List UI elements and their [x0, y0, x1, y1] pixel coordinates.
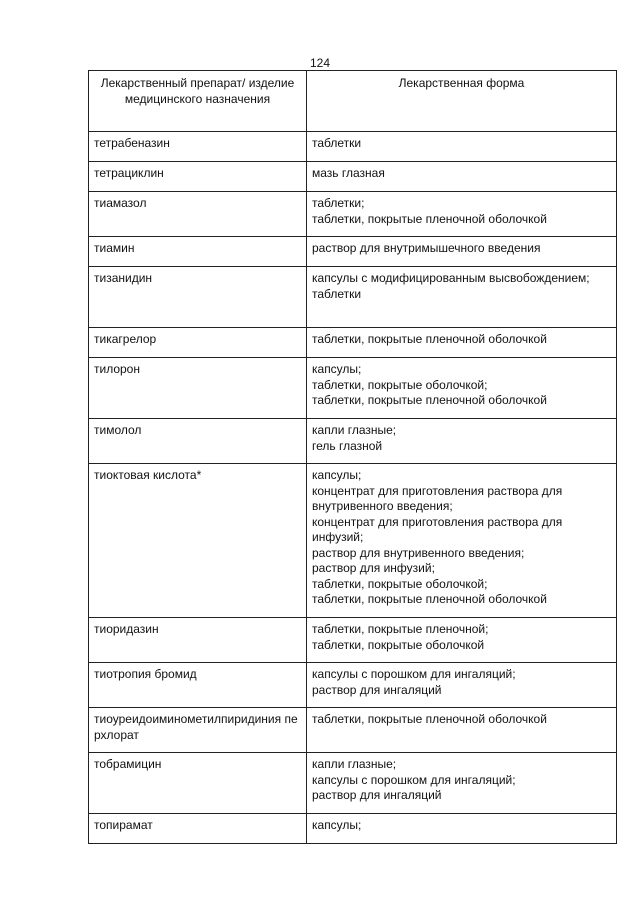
form-item: капсулы; — [312, 818, 362, 832]
table-row — [89, 708, 617, 753]
form-item: таблетки — [312, 286, 362, 301]
table-row — [89, 132, 617, 162]
table-row — [89, 192, 617, 237]
drug-name: тетрабеназин — [89, 132, 307, 162]
table-row — [89, 267, 617, 328]
form-item: мазь глазная — [312, 166, 385, 180]
form-item: раствор для инфузий; — [312, 561, 435, 575]
drug-table — [88, 70, 617, 844]
form-item: капсулы; — [312, 362, 362, 376]
drug-name: тимолол — [89, 419, 307, 464]
drug-name: тиоуреидоиминометилпиридиния перхлорат — [89, 708, 307, 753]
form-item: таблетки, покрытые пленочной оболочкой — [312, 712, 547, 726]
form-item: таблетки, покрытые пленочной оболочкой — [312, 592, 547, 606]
header-form: Лекарственная форма — [307, 71, 617, 132]
drug-forms — [307, 132, 617, 162]
table-row — [89, 328, 617, 358]
form-item: капсулы; — [312, 468, 362, 482]
form-item: концентрат для приготовления раствора для инфузий; — [312, 514, 563, 544]
form-item: гель глазной — [312, 438, 383, 453]
table-row — [89, 358, 617, 419]
table-row — [89, 162, 617, 192]
drug-name: тиоктовая кислота* — [89, 464, 307, 618]
drug-forms — [307, 267, 617, 328]
form-item: раствор для внутривенного введения; — [312, 545, 525, 560]
table-row — [89, 464, 617, 618]
drug-name: тизанидин — [89, 267, 307, 328]
drug-forms — [307, 358, 617, 419]
drug-forms — [307, 753, 617, 814]
form-item: таблетки — [312, 136, 362, 150]
table-row — [89, 237, 617, 267]
form-item: таблетки, покрытые пленочной; — [312, 622, 489, 636]
form-item: капсулы с порошком для ингаляций; — [312, 772, 516, 787]
form-item: таблетки, покрытые пленочной оболочкой — [312, 393, 547, 407]
table-header-row — [89, 71, 617, 132]
table-row — [89, 663, 617, 708]
drug-name: тобрамицин — [89, 753, 307, 814]
page-number: 124 — [309, 56, 331, 70]
form-item: концентрат для приготовления раствора для внутривенного введения; — [312, 483, 563, 513]
form-item: капсулы с модифицированным высвобождением; — [312, 271, 590, 285]
drug-name: тикагрелор — [89, 328, 307, 358]
drug-forms — [307, 708, 617, 753]
drug-name: тиамин — [89, 237, 307, 267]
drug-forms — [307, 419, 617, 464]
form-item: капли глазные; — [312, 757, 397, 771]
form-item: таблетки, покрытые пленочной оболочкой — [312, 211, 547, 226]
drug-forms — [307, 162, 617, 192]
drug-forms — [307, 814, 617, 844]
drug-name: тиамазол — [89, 192, 307, 237]
table-row — [89, 618, 617, 663]
drug-forms — [307, 663, 617, 708]
form-item: капсулы с порошком для ингаляций; — [312, 667, 516, 681]
form-item: таблетки, покрытые оболочкой — [312, 637, 485, 652]
drug-forms — [307, 237, 617, 267]
form-item: таблетки, покрытые оболочкой; — [312, 377, 488, 392]
drug-forms — [307, 464, 617, 618]
drug-name: тилорон — [89, 358, 307, 419]
form-item: капли глазные; — [312, 423, 397, 437]
drug-name: тиотропия бромид — [89, 663, 307, 708]
form-item: раствор для внутримышечного введения — [312, 241, 541, 255]
form-item: таблетки, покрытые оболочкой; — [312, 576, 488, 591]
drug-forms — [307, 192, 617, 237]
table-row — [89, 753, 617, 814]
header-drug: Лекарственный препарат/ изделие медицинского назначения — [89, 71, 307, 132]
table-row — [89, 419, 617, 464]
drug-forms — [307, 618, 617, 663]
form-item: раствор для ингаляций — [312, 788, 442, 802]
form-item: таблетки; — [312, 196, 365, 210]
drug-forms — [307, 328, 617, 358]
table-row — [89, 814, 617, 844]
form-item: раствор для ингаляций — [312, 682, 442, 697]
drug-name: тиоридазин — [89, 618, 307, 663]
drug-name: тетрациклин — [89, 162, 307, 192]
drug-name: топирамат — [89, 814, 307, 844]
form-item: таблетки, покрытые пленочной оболочкой — [312, 332, 547, 346]
